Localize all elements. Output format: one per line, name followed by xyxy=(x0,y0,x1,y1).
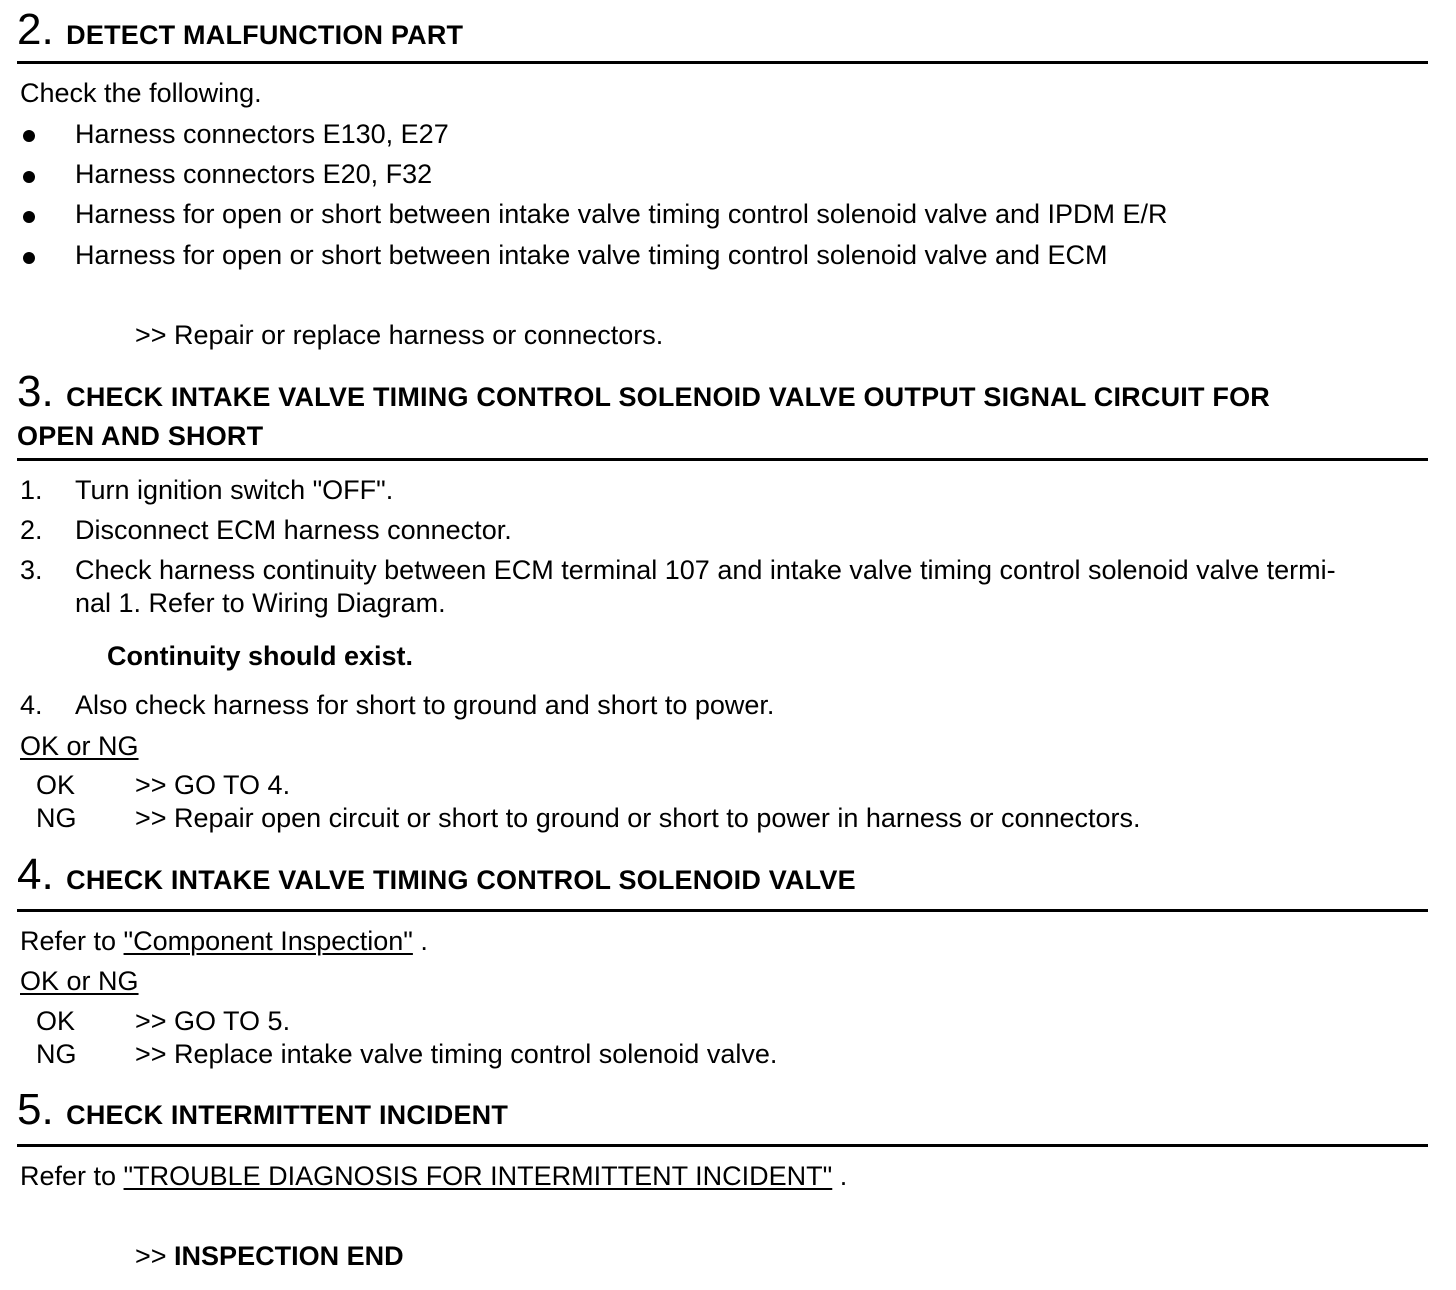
step-3-title-line-1: CHECK INTAKE VALVE TIMING CONTROL SOLENOID VALVE OUTPUT SIGNAL CIRCUIT FOR xyxy=(66,382,1270,412)
step-3-divider xyxy=(17,458,1428,461)
step-3-ok-ng-label: OK or NG xyxy=(20,731,139,761)
step-5-heading xyxy=(17,1085,509,1134)
step-2-bullet-3: Harness for open or short between intake valve timing control solenoid valve and IPDM E/R xyxy=(75,199,1168,229)
step-2-heading xyxy=(17,5,464,54)
step-4-refer-prefix: Refer to xyxy=(20,926,124,956)
step-5-end xyxy=(135,1241,404,1272)
inspection-end-label: INSPECTION END xyxy=(174,1241,404,1271)
step-3-number: 3. xyxy=(17,367,54,416)
trouble-diagnosis-intermittent-link[interactable]: "TROUBLE DIAGNOSIS FOR INTERMITTENT INCIDENT" xyxy=(123,1161,833,1191)
step-5-refer-suffix: . xyxy=(832,1161,848,1191)
step-3-item-3-number: 3. xyxy=(20,555,43,585)
step-3-ng-label: NG xyxy=(36,803,77,833)
step-3-ng-action: >> Repair open circuit or short to ground or short to power in harness or connectors. xyxy=(135,803,1141,833)
step-2-intro: Check the following. xyxy=(20,78,262,108)
step-4-number: 4. xyxy=(17,850,54,899)
step-4-divider xyxy=(17,909,1428,912)
step-2-divider xyxy=(17,61,1428,64)
step-4-heading xyxy=(17,850,856,899)
step-3-ok-action: >> GO TO 4. xyxy=(135,770,291,800)
step-2-title: DETECT MALFUNCTION PART xyxy=(66,20,464,50)
component-inspection-link[interactable]: "Component Inspection" xyxy=(123,926,413,956)
step-3-item-2-text: Disconnect ECM harness connector. xyxy=(75,515,512,545)
step-4-ng-label: NG xyxy=(36,1039,77,1069)
step-3-heading xyxy=(17,367,1270,416)
step-3-spec: Continuity should exist. xyxy=(107,641,414,671)
bullet-dot xyxy=(23,211,35,223)
step-5-number: 5. xyxy=(17,1085,54,1134)
step-3-item-3-text-line-2: nal 1. Refer to Wiring Diagram. xyxy=(75,588,446,618)
step-4-ok-ng-label: OK or NG xyxy=(20,966,139,996)
step-4-ok-label: OK xyxy=(36,1006,76,1036)
step-2-result: >> Repair or replace harness or connectors. xyxy=(135,320,664,350)
step-2-bullet-4: Harness for open or short between intake valve timing control solenoid valve and ECM xyxy=(75,240,1108,270)
step-3-item-2-number: 2. xyxy=(20,515,43,545)
step-2-bullet-2: Harness connectors E20, F32 xyxy=(75,159,433,189)
step-5-divider xyxy=(17,1144,1428,1147)
bullet-dot xyxy=(23,130,35,142)
step-4-title: CHECK INTAKE VALVE TIMING CONTROL SOLENOID VALVE xyxy=(66,865,856,895)
step-3-item-4-text: Also check harness for short to ground and short to power. xyxy=(75,690,775,720)
step-5-title: CHECK INTERMITTENT INCIDENT xyxy=(66,1100,509,1130)
step-5-refer-prefix: Refer to xyxy=(20,1161,124,1191)
step-2-bullet-1: Harness connectors E130, E27 xyxy=(75,119,449,149)
step-4-refer xyxy=(20,926,428,957)
step-4-ng-action: >> Replace intake valve timing control solenoid valve. xyxy=(135,1039,778,1069)
step-4-ok-action: >> GO TO 5. xyxy=(135,1006,291,1036)
step-3-item-1-number: 1. xyxy=(20,475,43,505)
step-4-refer-suffix: . xyxy=(412,926,428,956)
step-3-item-4-number: 4. xyxy=(20,690,43,720)
step-3-item-3-text-line-1: Check harness continuity between ECM terminal 107 and intake valve timing control solenoid valve termi- xyxy=(75,555,1336,585)
bullet-dot xyxy=(23,171,35,183)
bullet-dot xyxy=(23,252,35,264)
step-5-refer xyxy=(20,1161,847,1192)
step-3-title-line-2: OPEN AND SHORT xyxy=(17,421,264,451)
step-2-number: 2. xyxy=(17,5,54,54)
step-5-end-prefix: >> xyxy=(135,1241,175,1271)
step-3-item-1-text: Turn ignition switch "OFF". xyxy=(75,475,394,505)
step-3-ok-label: OK xyxy=(36,770,76,800)
